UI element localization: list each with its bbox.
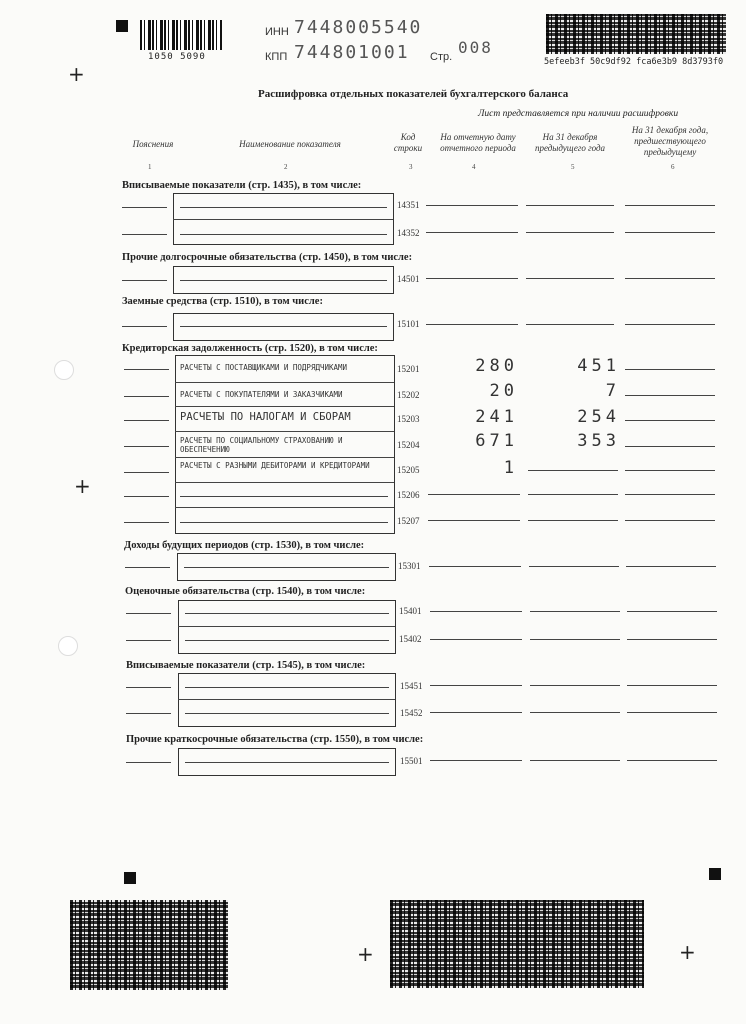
column-number: 4	[472, 163, 476, 171]
line-code: 14351	[397, 200, 420, 210]
explanation-line	[126, 687, 171, 688]
value-line	[625, 278, 715, 279]
value-line	[625, 446, 715, 447]
registration-mark-bottom-right	[709, 868, 721, 880]
value-reporting-date: 280	[475, 356, 518, 376]
explanation-line	[122, 207, 167, 208]
name-underline	[180, 207, 387, 208]
line-code: 15202	[397, 390, 420, 400]
line-code: 15206	[397, 490, 420, 500]
page-subtitle: Лист представляется при наличии расшифровки	[478, 109, 679, 119]
value-line	[627, 611, 717, 612]
line-code: 15402	[399, 634, 422, 644]
line-code: 14352	[397, 228, 420, 238]
value-line	[430, 685, 522, 686]
line-code: 15451	[400, 681, 423, 691]
explanation-line	[122, 280, 167, 281]
line-code: 15205	[397, 465, 420, 475]
value-line	[526, 232, 614, 233]
registration-mark-top-left	[116, 20, 128, 32]
row-divider	[175, 406, 394, 407]
value-reporting-date: 1	[503, 458, 518, 478]
value-line	[529, 566, 619, 567]
explanation-line	[125, 567, 170, 568]
registration-mark-bottom-left	[124, 872, 136, 884]
crosshair-icon: +	[357, 942, 374, 966]
page-title: Расшифровка отдельных показателей бухгалтерского баланса	[258, 88, 569, 100]
value-line	[625, 420, 715, 421]
name-underline	[185, 713, 389, 714]
explanation-line	[126, 640, 171, 641]
footer-2d-barcode-right	[390, 900, 644, 988]
name-underline	[180, 496, 388, 497]
line-code: 15101	[397, 319, 420, 329]
row-divider	[175, 482, 394, 483]
column-header-reporting-date: На отчетную дату отчетного периода	[440, 132, 516, 153]
page-label: Стр.	[430, 51, 453, 63]
row-divider	[175, 431, 394, 432]
value-line	[530, 639, 620, 640]
value-reporting-date: 241	[475, 407, 518, 427]
explanation-line	[124, 369, 169, 370]
indicator-name: РАСЧЕТЫ С ПОСТАВЩИКАМИ И ПОДРЯДЧИКАМИ	[180, 363, 348, 372]
row-divider	[178, 626, 395, 627]
kpp-label: КПП	[265, 51, 288, 63]
value-line	[627, 685, 717, 686]
header-barcode	[140, 20, 222, 50]
value-line	[528, 494, 618, 495]
explanation-line	[124, 472, 169, 473]
column-header-explanations: Пояснения	[132, 139, 174, 149]
line-code: 14501	[397, 274, 420, 284]
section-title: Кредиторская задолженность (стр. 1520), в том числе:	[122, 343, 378, 354]
value-line	[429, 566, 521, 567]
column-number: 3	[409, 163, 413, 171]
value-previous-year: 7	[605, 381, 620, 401]
value-line	[530, 712, 620, 713]
value-line	[428, 494, 520, 495]
section-title: Доходы будущих периодов (стр. 1530), в том числе:	[124, 540, 365, 551]
value-line	[627, 760, 717, 761]
line-code: 15452	[400, 708, 423, 718]
value-line	[528, 520, 618, 521]
explanation-line	[122, 326, 167, 327]
section-title: Вписываемые показатели (стр. 1545), в том числе:	[126, 660, 366, 671]
name-underline	[180, 326, 387, 327]
line-code: 15401	[399, 606, 422, 616]
value-line	[426, 324, 518, 325]
punch-hole	[58, 636, 78, 656]
value-line	[625, 205, 715, 206]
line-code: 15501	[400, 756, 423, 766]
value-line	[625, 470, 715, 471]
column-header-indicator-name: Наименование показателя	[239, 139, 341, 149]
name-underline	[185, 687, 389, 688]
explanation-line	[124, 496, 169, 497]
inn-label: ИНН	[265, 26, 289, 38]
name-underline	[185, 762, 389, 763]
page-value: 008	[458, 38, 493, 57]
value-reporting-date: 20	[489, 381, 518, 401]
section-title: Заемные средства (стр. 1510), в том числе:	[122, 296, 323, 307]
explanation-line	[124, 420, 169, 421]
value-line	[428, 520, 520, 521]
value-line	[530, 685, 620, 686]
explanation-line	[126, 762, 171, 763]
line-code: 15201	[397, 364, 420, 374]
crosshair-icon: +	[74, 474, 91, 498]
indicator-name: РАСЧЕТЫ С РАЗНЫМИ ДЕБИТОРАМИ И КРЕДИТОРАМИ	[180, 461, 370, 470]
value-line	[530, 760, 620, 761]
document-hash: 5efeeb3f 50c9df92 fca6e3b9 8d3793f0	[544, 57, 724, 67]
row-divider	[175, 507, 394, 508]
value-line	[430, 760, 522, 761]
name-field-box	[178, 673, 396, 727]
footer-2d-barcode-left	[70, 900, 228, 990]
row-divider	[175, 382, 394, 383]
value-reporting-date: 671	[475, 431, 518, 451]
row-divider	[173, 219, 393, 220]
punch-hole	[54, 360, 74, 380]
name-underline	[180, 522, 388, 523]
column-number: 1	[148, 163, 152, 171]
name-field-box	[178, 600, 396, 654]
value-line	[526, 205, 614, 206]
column-header-previous-year: На 31 декабря предыдущего года	[534, 132, 606, 153]
column-number: 6	[671, 163, 675, 171]
line-code: 15301	[398, 561, 421, 571]
indicator-name: РАСЧЕТЫ С ПОКУПАТЕЛЯМИ И ЗАКАЗЧИКАМИ	[180, 390, 343, 399]
value-line	[627, 712, 717, 713]
column-header-year-before-previous: На 31 декабря года, предшествующего предыдущему	[631, 125, 709, 157]
kpp-value: 744801001	[294, 42, 410, 63]
row-divider	[178, 699, 395, 700]
section-title: Оценочные обязательства (стр. 1540), в том числе:	[125, 586, 366, 597]
value-line	[625, 520, 715, 521]
value-line	[430, 712, 522, 713]
line-code: 15203	[397, 414, 420, 424]
value-line	[627, 639, 717, 640]
value-previous-year: 353	[577, 431, 620, 451]
name-field-box	[173, 313, 394, 341]
value-line	[625, 232, 715, 233]
section-title: Вписываемые показатели (стр. 1435), в том числе:	[122, 180, 362, 191]
column-number: 5	[571, 163, 575, 171]
value-line	[625, 395, 715, 396]
header-2d-barcode	[546, 14, 726, 54]
crosshair-icon: +	[68, 62, 85, 86]
value-line	[526, 324, 614, 325]
value-line	[528, 470, 618, 471]
value-line	[530, 611, 620, 612]
explanation-line	[126, 713, 171, 714]
value-line	[626, 566, 716, 567]
line-code: 15204	[397, 440, 420, 450]
column-number: 2	[284, 163, 288, 171]
value-line	[426, 205, 518, 206]
value-line	[430, 639, 522, 640]
explanation-line	[126, 613, 171, 614]
row-divider	[175, 457, 394, 458]
value-line	[625, 494, 715, 495]
value-line	[526, 278, 614, 279]
name-underline	[184, 567, 389, 568]
value-line	[625, 324, 715, 325]
value-previous-year: 254	[577, 407, 620, 427]
value-line	[625, 369, 715, 370]
crosshair-icon: +	[679, 940, 696, 964]
column-header-line-code: Код строки	[393, 132, 423, 153]
indicator-name: РАСЧЕТЫ ПО СОЦИАЛЬНОМУ СТРАХОВАНИЮ И ОБЕСПЕЧЕНИЮ	[180, 436, 343, 454]
barcode-number: 1050 5090	[148, 52, 206, 62]
inn-value: 7448005540	[294, 17, 423, 38]
section-title: Прочие долгосрочные обязательства (стр. 1450), в том числе:	[122, 252, 413, 263]
line-code: 15207	[397, 516, 420, 526]
name-underline	[185, 613, 389, 614]
indicator-name: РАСЧЕТЫ ПО НАЛОГАМ И СБОРАМ	[180, 411, 351, 423]
name-underline	[185, 640, 389, 641]
explanation-line	[124, 396, 169, 397]
explanation-line	[124, 522, 169, 523]
value-previous-year: 451	[577, 356, 620, 376]
explanation-line	[122, 234, 167, 235]
value-line	[426, 232, 518, 233]
value-line	[430, 611, 522, 612]
name-underline	[180, 234, 387, 235]
name-underline	[180, 280, 387, 281]
value-line	[426, 278, 518, 279]
explanation-line	[124, 446, 169, 447]
section-title: Прочие краткосрочные обязательства (стр. 1550), в том числе:	[126, 734, 424, 745]
